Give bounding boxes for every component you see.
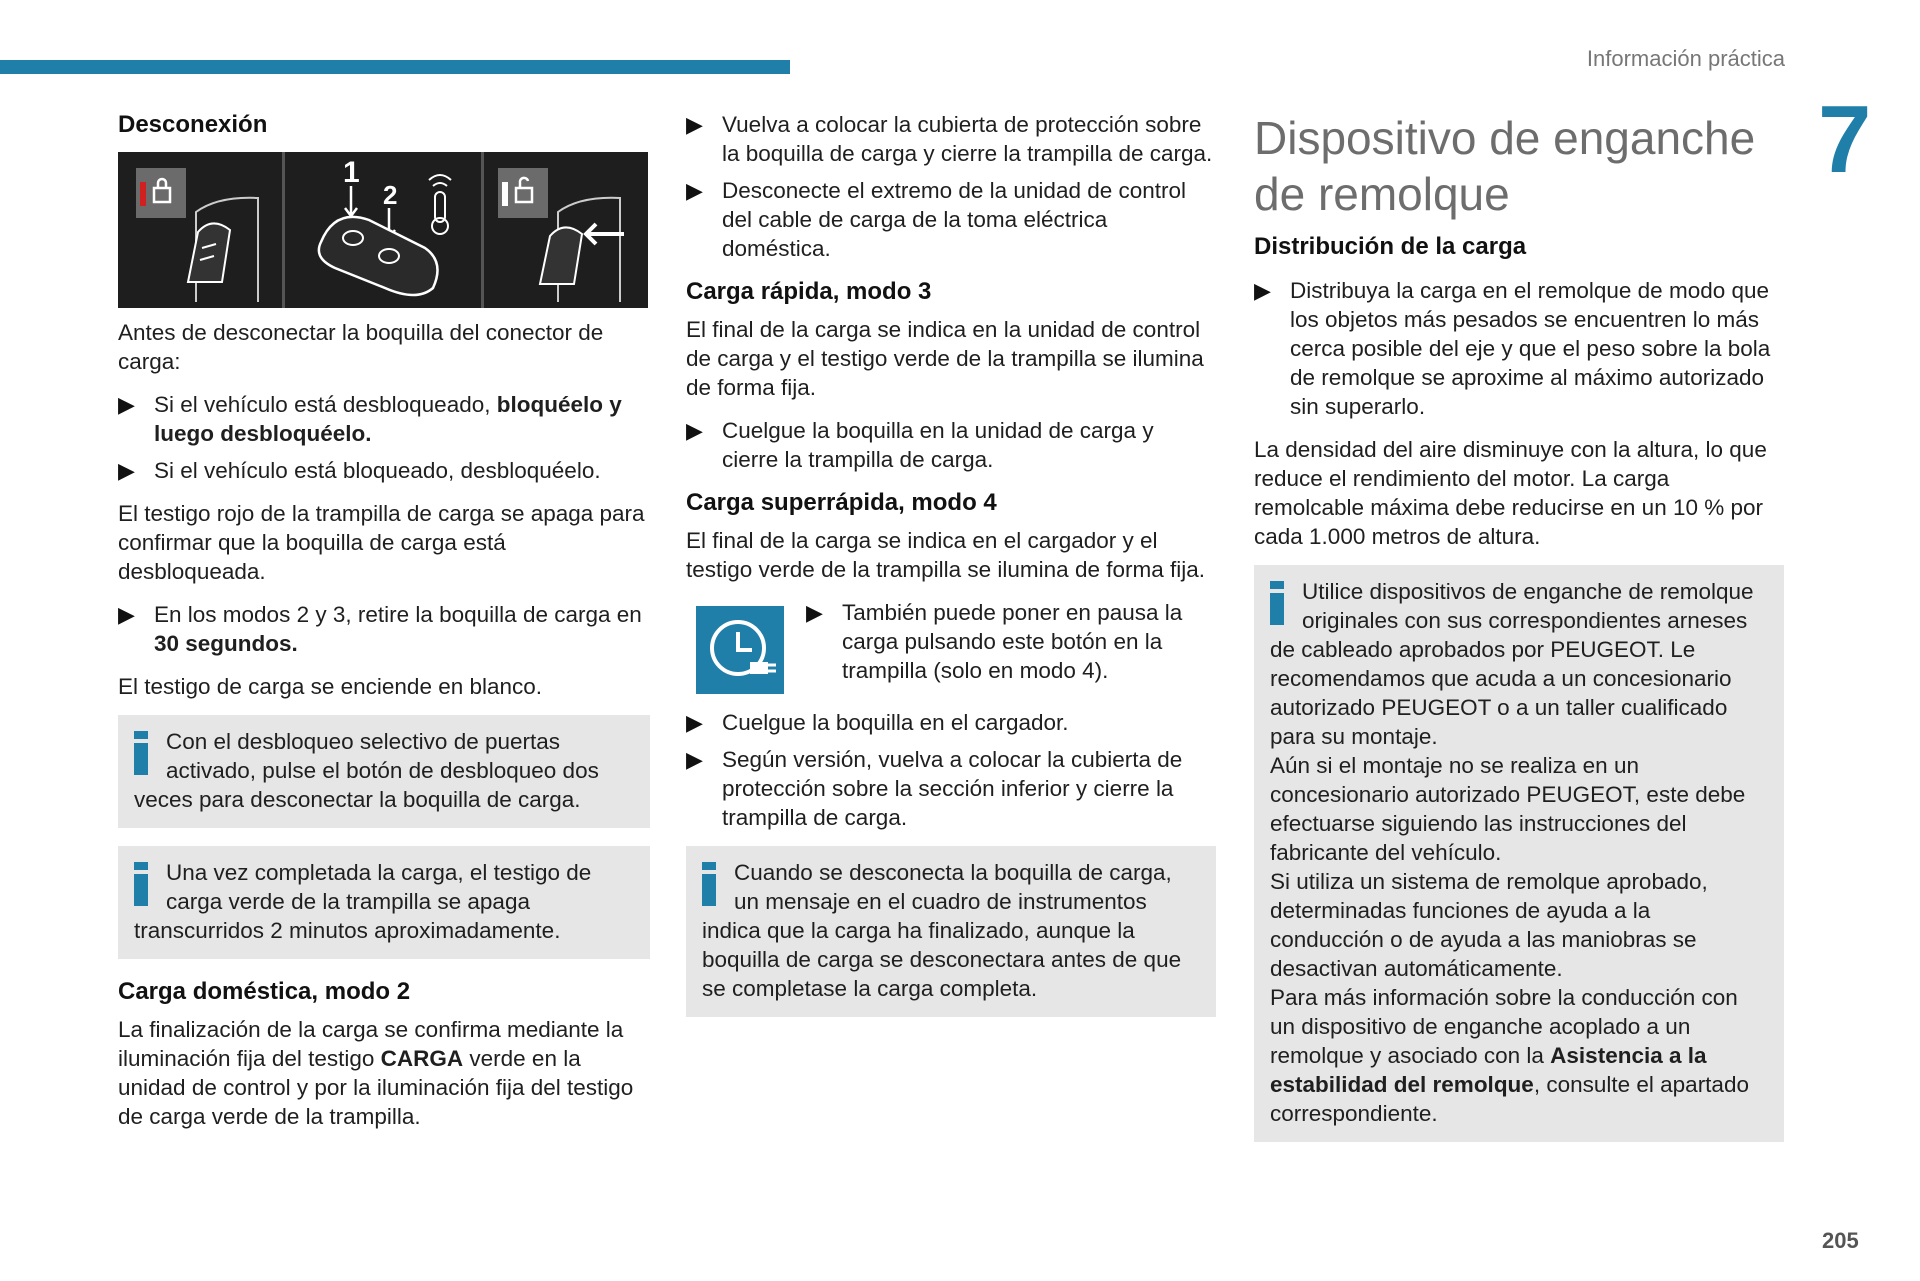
fig-label-1: 1 — [343, 156, 360, 189]
heading-modo4: Carga superrápida, modo 4 — [686, 489, 997, 516]
page-number: 205 — [1822, 1228, 1859, 1253]
info-icon — [702, 862, 716, 906]
locked-flap-panel — [118, 152, 285, 308]
info-icon — [134, 731, 148, 775]
arrow-icon: ▶ — [686, 178, 703, 203]
pause-charge-icon — [696, 606, 784, 694]
heading-modo2: Carga doméstica, modo 2 — [118, 978, 411, 1005]
white-light-text: El testigo de carga se enciende en blanco. — [118, 674, 543, 699]
air-density-text: La densidad del aire disminuye con la altura, lo que reduce el rendimiento del motor. La carga remolcable máxima debe reducirse en un 10 % por cada 1.000 metros de altura. — [1254, 437, 1767, 549]
heading-desconexion: Desconexión — [118, 111, 268, 138]
arrow-icon: ▶ — [686, 747, 703, 772]
pause-instruction — [686, 598, 1216, 694]
disconnect-illustration — [118, 152, 648, 308]
arrow-icon: ▶ — [118, 458, 135, 483]
arrow-icon: ▶ — [1254, 278, 1271, 303]
bullet-unlocked: ▶ Si el vehículo está desbloqueado, bloquéelo y luego desbloquéelo. — [118, 392, 622, 446]
info-box-towbar: Utilice dispositivos de enganche de remolque originales con sus correspondientes arneses de cableado aprobados por PEUGEOT. Le recomendamos que acuda a un concesionario autorizado PEUGEOT o a un taller cualificado para su montaje. Aún si el montaje no se realiza en un concesionario autorizado PEUGEOT, este debe efectuarse siguiendo las instrucciones del fabricante del vehículo. Si utiliza un sistema de remolque aprobado, determinadas funciones de ayuda a la conducción o de ayuda a las maniobras se desactivan automáticamente. Para más información sobre la conducción con un dispositivo de enganche acoplado a un remolque y asociado con la Asistencia a la estabilidad del remolque, consulte el apartado correspondiente. — [1254, 565, 1784, 1142]
arrow-icon: ▶ — [806, 600, 823, 625]
intro-text: Antes de desconectar la boquilla del conector de carga: — [118, 320, 604, 374]
header-accent-bar — [0, 60, 790, 74]
column-1 — [118, 110, 650, 1145]
bullet-locked: ▶ Si el vehículo está bloqueado, desbloquéelo. — [118, 458, 601, 483]
bullet-30-seconds: ▶ En los modos 2 y 3, retire la boquilla de carga en 30 segundos. — [118, 602, 642, 656]
heading-distribucion: Distribución de la carga — [1254, 233, 1527, 260]
arrow-icon: ▶ — [118, 392, 135, 417]
column-3 — [1254, 110, 1784, 1160]
unlocked-flap-panel — [484, 152, 648, 308]
bullet-hang-nozzle-unit: ▶ Cuelgue la boquilla en la unidad de carga y cierre la trampilla de carga. — [686, 418, 1154, 472]
arrow-icon: ▶ — [686, 710, 703, 735]
info-box-green-light: Una vez completada la carga, el testigo de carga verde de la trampilla se apaga transcurridos 2 minutos aproximadamente. — [118, 846, 650, 959]
key-fob-panel — [285, 152, 484, 308]
chapter-number: 7 — [1818, 86, 1872, 193]
bullet-load-distribution: ▶ Distribuya la carga en el remolque de modo que los objetos más pesados se encuentren lo más cerca posible del eje y que el peso sobre la bola de remolque se aproxime al máximo autorizado sin superarlo. — [1254, 278, 1771, 419]
section-title: Información práctica — [1586, 46, 1785, 71]
info-icon — [134, 862, 148, 906]
arrow-icon: ▶ — [118, 602, 135, 627]
red-light-text: El testigo rojo de la trampilla de carga se apaga para confirmar que la boquilla de carga está desbloqueada. — [118, 501, 645, 584]
arrow-icon: ▶ — [686, 418, 703, 443]
modo2-text: La finalización de la carga se confirma mediante la iluminación fija del testigo CARGA verde en la unidad de control y por la iluminación fija del testigo de carga verde de la trampilla. — [118, 1017, 634, 1129]
bullet-cover: ▶ Vuelva a colocar la cubierta de protección sobre la boquilla de carga y cierre la trampilla de carga. — [686, 112, 1213, 166]
info-box-selective-unlock: Con el desbloqueo selectivo de puertas activado, pulse el botón de desbloqueo dos veces para desconectar la boquilla de carga. — [118, 715, 650, 828]
bullet-lower-cover: ▶ Según versión, vuelva a colocar la cubierta de protección sobre la sección inferior y cierre la trampilla de carga. — [686, 747, 1183, 830]
heading-modo3: Carga rápida, modo 3 — [686, 278, 932, 305]
info-box-disconnect-message: Cuando se desconecta la boquilla de carga, un mensaje en el cuadro de instrumentos indica que la carga ha finalizado, aunque la boquilla de carga se desconectara antes de que se completase la carga completa. — [686, 846, 1216, 1017]
fig-label-2: 2 — [383, 180, 398, 210]
bullet-disconnect-control: ▶ Desconecte el extremo de la unidad de control del cable de carga de la toma eléctrica doméstica. — [686, 178, 1187, 261]
modo3-text: El final de la carga se indica en la unidad de control de carga y el testigo verde de la trampilla se ilumina de forma fija. — [686, 317, 1204, 400]
bullet-hang-charger: ▶ Cuelgue la boquilla en el cargador. — [686, 710, 1069, 735]
info-icon — [1270, 581, 1284, 625]
page-title: Dispositivo de enganche de remolque — [1254, 112, 1756, 220]
column-2 — [686, 110, 1216, 1035]
unlock-bullets — [118, 390, 650, 485]
bullet-pause: ▶ También puede poner en pausa la carga pulsando este botón en la trampilla (solo en modo 4). — [806, 600, 1183, 683]
arrow-icon: ▶ — [686, 112, 703, 137]
modo4-text: El final de la carga se indica en el cargador y el testigo verde de la trampilla se ilumina de forma fija. — [686, 528, 1205, 582]
